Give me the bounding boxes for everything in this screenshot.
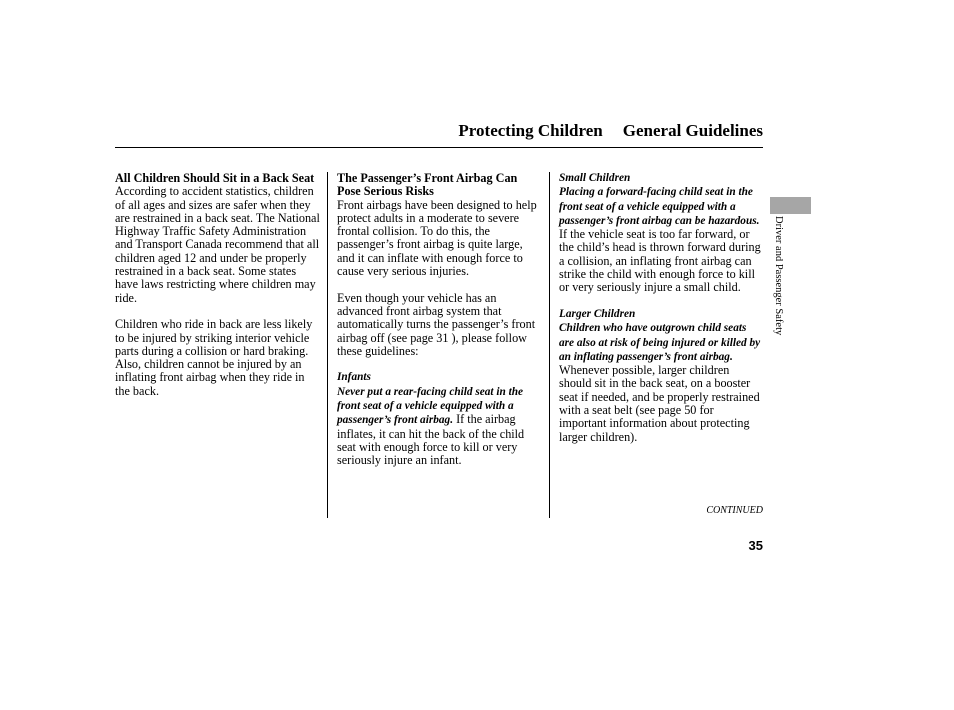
text-infants: If the airbag inflates, it can hit the back of the child seat with enough force to kill or very seriously injure an infant. xyxy=(337,412,525,468)
paragraph-airbag-design: Front airbags have been designed to help protect adults in a moderate to severe frontal collision. To do this, the passenger’s front airbag is quite large, and it can inflate with enough force to cause very serious injuries. xyxy=(337,197,537,279)
heading-small-children: Small Children xyxy=(559,172,631,184)
section-tab-marker xyxy=(770,197,811,214)
text-small-children: If the vehicle seat is too far forward, or the child’s head is thrown forward during a collision, an inflating front airbag can strike the child with enough force to kill or very seriously injure a small child. xyxy=(559,227,761,295)
text-larger-children: Whenever possible, larger children should sit in the back seat, on a booster seat if needed, and be properly restrained with a seat belt (see page 50 for important information about protecting larger children). xyxy=(559,363,760,444)
column-right xyxy=(559,172,764,444)
page-header xyxy=(115,121,763,148)
heading-infants: Infants xyxy=(337,371,371,384)
column-divider xyxy=(549,172,550,518)
column-divider xyxy=(327,172,328,518)
continued-label: CONTINUED xyxy=(706,505,763,516)
subsection-title: General Guidelines xyxy=(622,121,763,140)
paragraph-small-children xyxy=(559,185,764,294)
heading-back-seat: All Children Should Sit in a Back Seat xyxy=(115,171,315,185)
section-title: Protecting Children xyxy=(458,121,603,140)
warning-larger-children: Children who have outgrown child seats are also at risk of being injured or killed by an inflating passenger’s front airbag. xyxy=(559,322,761,363)
heading-airbag-risks: The Passenger’s Front Airbag Can Pose Serious Risks xyxy=(337,171,518,199)
warning-small-children: Placing a forward-facing child seat in the front seat of a vehicle equipped with a passenger’s front airbag can be hazardous. xyxy=(559,186,760,227)
column-middle xyxy=(337,172,542,468)
warning-infants: Never put a rear-facing child seat in the front seat of a vehicle equipped with a passenger’s front airbag. xyxy=(337,385,524,427)
side-tab-label: Driver and Passenger Safety xyxy=(773,216,784,336)
heading-larger-children: Larger Children xyxy=(559,307,636,320)
column-left xyxy=(115,172,320,398)
paragraph-advanced-airbag: Even though your vehicle has an advanced front airbag system that automatically turns the passenger’s front airbag off (see page 31 ), please follow these guidelines: xyxy=(337,290,536,358)
paragraph-ride-in-back: Children who ride in back are less likely to be injured by striking interior vehicle parts during a collision or hard braking. Also, children cannot be injured by an inflating front airbag when they ride in the back. xyxy=(115,317,313,398)
paragraph-infants xyxy=(337,385,542,468)
paragraph-larger-children xyxy=(559,321,764,444)
page-number: 35 xyxy=(748,538,763,553)
paragraph-statistics: According to accident statistics, children of all ages and sizes are safer when they are restrained in a back seat. The National Highway Traffic Safety Administration and Transport Canada recommend that all children aged 12 and under be properly restrained in a back seat. Some states have laws restricting where children may ride. xyxy=(115,184,320,305)
